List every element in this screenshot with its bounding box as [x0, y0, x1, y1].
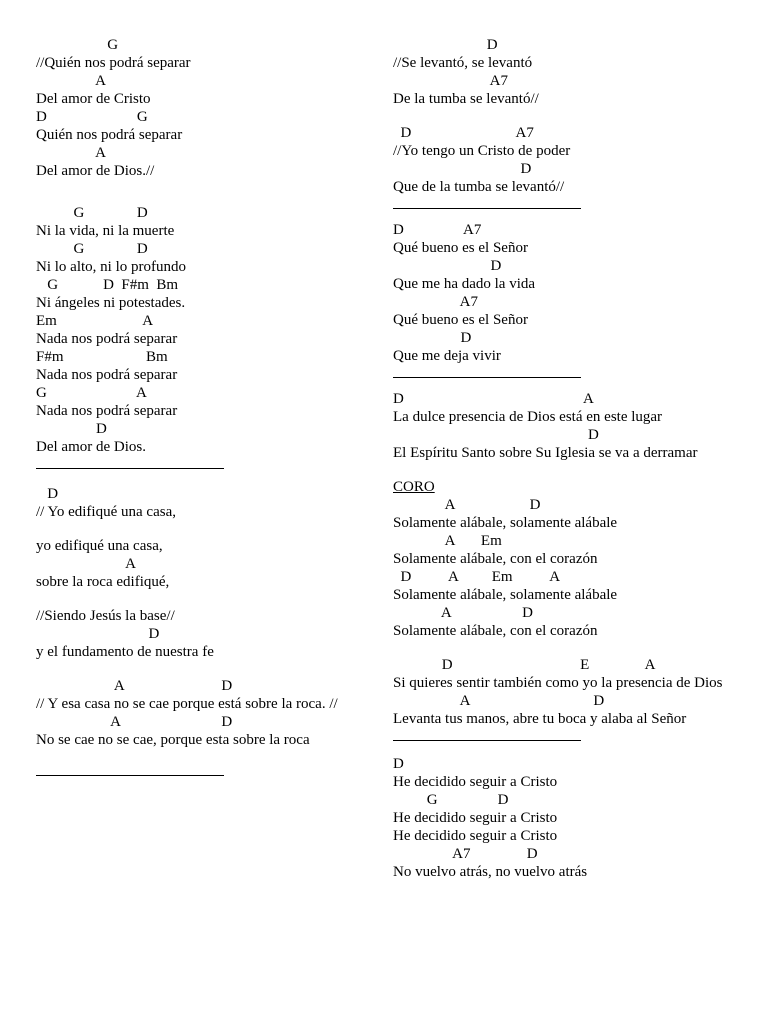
song-block — [393, 124, 738, 196]
chord-line: D — [36, 421, 107, 437]
chord-line: D — [393, 756, 404, 772]
spacer — [36, 180, 386, 196]
lyric-line: Del amor de Dios.// — [36, 163, 155, 179]
chord-line: F#m Bm — [36, 349, 168, 365]
divider-line — [36, 749, 224, 776]
chord-line: A7 D — [393, 846, 538, 862]
lyric-line: sobre la roca edifiqué, — [36, 574, 170, 590]
lyric-line: De la tumba se levantó// — [393, 91, 539, 107]
lyric-line: Si quieres sentir también como yo la presencia de Dios — [393, 675, 723, 691]
spacer — [393, 462, 738, 478]
song-block — [393, 656, 738, 728]
lyric-line: La dulce presencia de Dios está en este lugar — [393, 409, 663, 425]
left-column — [36, 36, 386, 786]
divider-line — [393, 728, 581, 741]
chord-line: D — [393, 258, 502, 274]
chord-line: G D F#m Bm — [36, 277, 179, 293]
chord-line: G D — [36, 205, 148, 221]
chord-line: D — [393, 161, 532, 177]
chord-line: A D — [36, 678, 233, 694]
chord-line: A — [36, 556, 137, 572]
chord-line: D — [393, 427, 599, 443]
lyric-line: Solamente alábale, solamente alábale — [393, 587, 618, 603]
chord-line: D — [393, 37, 498, 53]
lyric-line: No se cae no se cae, porque esta sobre la roca — [36, 732, 310, 748]
spacer — [36, 591, 386, 607]
spacer — [393, 108, 738, 124]
lyric-line: Que me ha dado la vida — [393, 276, 536, 292]
lyric-line: //Yo tengo un Cristo de poder — [393, 143, 571, 159]
song-block — [393, 755, 738, 881]
spacer — [36, 521, 386, 537]
chord-line: D — [393, 330, 472, 346]
lyric-line: yo edifiqué una casa, — [36, 538, 163, 554]
lyric-line: Qué bueno es el Señor — [393, 240, 528, 256]
lyric-line: Ni ángeles ni potestades. — [36, 295, 186, 311]
lyric-line: He decidido seguir a Cristo — [393, 810, 558, 826]
divider-line — [393, 365, 581, 378]
lyric-line: Solamente alábale, con el corazón — [393, 623, 598, 639]
chord-line: A D — [393, 497, 541, 513]
chord-line: A D — [393, 605, 534, 621]
divider-line — [393, 196, 581, 209]
song-block — [36, 36, 386, 180]
lyric-line: Del amor de Cristo — [36, 91, 151, 107]
lyric-line: Quién nos podrá separar — [36, 127, 183, 143]
lyric-line: Nada nos podrá separar — [36, 331, 178, 347]
song-block — [393, 496, 738, 640]
song-block — [393, 390, 738, 462]
lyric-line: //Siendo Jesús la base// — [36, 608, 175, 624]
song-block — [393, 221, 738, 365]
lyric-line: // Y esa casa no se cae porque está sobre la roca. // — [36, 696, 338, 712]
lyric-line: He decidido seguir a Cristo — [393, 774, 558, 790]
chord-line: A — [36, 73, 107, 89]
lyric-line: Ni lo alto, ni lo profundo — [36, 259, 186, 275]
lyric-line: Solamente alábale, con el corazón — [393, 551, 598, 567]
chord-line: D — [36, 626, 160, 642]
lyric-line: No vuelvo atrás, no vuelvo atrás — [393, 864, 588, 880]
song-block — [36, 537, 386, 591]
lyric-line: El Espíritu Santo sobre Su Iglesia se va a derramar — [393, 445, 698, 461]
chord-line: Em A — [36, 313, 154, 329]
song-block — [36, 204, 386, 456]
chord-line: G D — [393, 792, 509, 808]
chord-line: A D — [393, 693, 605, 709]
song-block — [393, 36, 738, 108]
chord-line: D A — [393, 391, 594, 407]
lyric-line: y el fundamento de nuestra fe — [36, 644, 214, 660]
lyric-line: Ni la vida, ni la muerte — [36, 223, 175, 239]
chord-line: A7 — [393, 294, 479, 310]
chord-line: D G — [36, 109, 148, 125]
lyric-line: //Se levantó, se levantó — [393, 55, 533, 71]
chord-line: A Em — [393, 533, 502, 549]
lyric-line: Qué bueno es el Señor — [393, 312, 528, 328]
lyric-line: Que me deja vivir — [393, 348, 501, 364]
lyric-line: Nada nos podrá separar — [36, 367, 178, 383]
lyric-line: Levanta tus manos, abre tu boca y alaba al Señor — [393, 711, 687, 727]
chord-line: A — [36, 145, 107, 161]
lyric-line: //Quién nos podrá separar — [36, 55, 191, 71]
divider-line — [36, 456, 224, 469]
chord-line: D E A — [393, 657, 656, 673]
song-block — [36, 485, 386, 521]
lyric-line: // Yo edifiqué una casa, — [36, 504, 176, 520]
spacer — [36, 196, 386, 204]
chord-line: G — [36, 37, 119, 53]
chord-line: D A7 — [393, 222, 482, 238]
song-block — [36, 677, 386, 749]
lyric-line: Solamente alábale, solamente alábale — [393, 515, 618, 531]
lyric-line: Del amor de Dios. — [36, 439, 146, 455]
song-block — [36, 607, 386, 661]
chord-line: D A7 — [393, 125, 534, 141]
chord-line: A D — [36, 714, 233, 730]
chord-line: G A — [36, 385, 147, 401]
lyric-line: Que de la tumba se levantó// — [393, 179, 565, 195]
lyric-line: He decidido seguir a Cristo — [393, 828, 558, 844]
lyric-line: Nada nos podrá separar — [36, 403, 178, 419]
chord-line: D A Em A — [393, 569, 561, 585]
chord-line: A7 — [393, 73, 509, 89]
right-column — [393, 36, 738, 881]
chord-line: D — [36, 486, 59, 502]
spacer — [36, 661, 386, 677]
spacer — [393, 640, 738, 656]
coro-heading: CORO — [393, 479, 435, 495]
chord-line: G D — [36, 241, 148, 257]
